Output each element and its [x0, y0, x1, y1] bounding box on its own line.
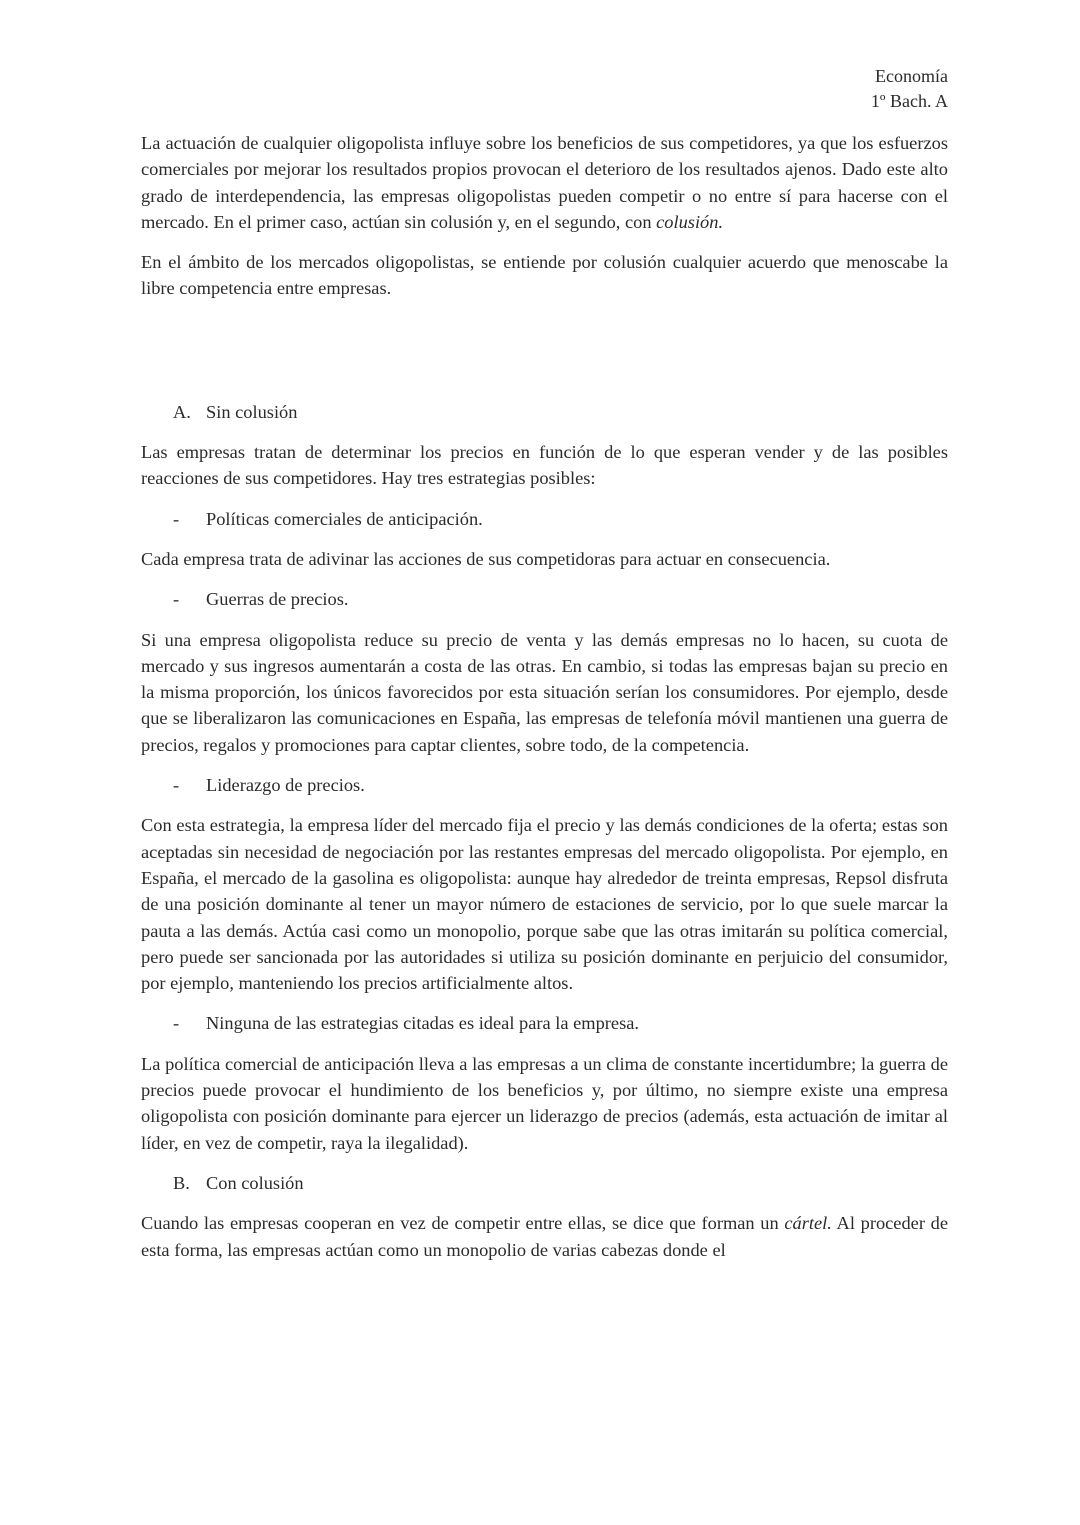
section-b-text-after: Al proceder de esta forma, las empresas actúan como un monopolio de varias cabezas donde el — [141, 1213, 948, 1260]
section-b-marker: B. — [173, 1172, 190, 1193]
page-header — [871, 64, 948, 114]
strategy-2-title: Guerras de precios. — [206, 589, 349, 610]
bullet-dash: - — [173, 589, 180, 610]
strategy-4-text: La política comercial de anticipación lleva a las empresas a un clima de constante incertidumbre; la guerra de precios puede provocar el hundimiento de los beneficios y, por último, no siempre existe una empresa oligopolista con posición dominante para ejercer un liderazgo de precios (además, esta actuación de imitar al líder, en vez de competir, raya la ilegalidad). — [141, 1053, 948, 1153]
strategy-1-item — [141, 506, 948, 532]
intro-p1-text: La actuación de cualquier oligopolista influye sobre los beneficios de sus competidores, ya que los esfuerzos comerciales por mejorar los resultados propios provocan el deterioro de los resultados ajenos. Dado este alto grado de interdependencia, las empresas oligopolistas pueden competir o no entre sí para hacerse con el mercado. En el primer caso, actúan sin colusión y, en el segundo, con — [141, 133, 948, 232]
header-course: 1º Bach. A — [870, 91, 948, 111]
bullet-dash: - — [173, 1013, 180, 1034]
strategy-3-text: Con esta estrategia, la empresa líder del mercado fija el precio y las demás condiciones de la oferta; estas son aceptadas sin necesidad de negociación por las restantes empresas del mercado oligopolista. Por ejemplo, en España, el mercado de la gasolina es oligopolista: aunque hay alrededor de treinta empresas, Repsol disfruta de una posición dominante al tener un mayor número de estaciones de servicio, por lo que suele marcar la pauta a las demás. Actúa casi como un monopolio, porque sabe que las otras imitarán su política comercial, pero puede ser sancionada por las autoridades si utiliza su posición dominante en perjuicio del consumidor, por ejemplo, manteniendo los precios artificialmente altos. — [141, 815, 948, 994]
section-b-text-before: Cuando las empresas cooperan en vez de competir entre ellas, se dice que forman un — [141, 1213, 785, 1234]
strategy-2-item — [141, 586, 948, 612]
strategy-1-text: Cada empresa trata de adivinar las acciones de sus competidoras para actuar en consecuencia. — [141, 548, 831, 569]
section-b-text — [141, 1210, 948, 1263]
strategy-3-item — [141, 772, 948, 798]
strategy-4-title: Ninguna de las estrategias citadas es ideal para la empresa. — [206, 1013, 640, 1034]
section-a-heading — [141, 399, 948, 425]
intro-paragraph-2: En el ámbito de los mercados oligopolistas, se entiende por colusión cualquier acuerdo que menoscabe la libre competencia entre empresas. — [141, 252, 948, 299]
header-subject: Economía — [875, 66, 948, 86]
document-body — [141, 130, 948, 1263]
intro-paragraph-1 — [141, 130, 948, 235]
bullet-dash: - — [173, 775, 180, 796]
section-a-marker: A. — [173, 401, 191, 422]
section-a-intro: Las empresas tratan de determinar los precios en función de lo que esperan vender y de las posibles reacciones de sus competidores. Hay tres estrategias posibles: — [141, 442, 948, 489]
strategy-2-text: Si una empresa oligopolista reduce su precio de venta y las demás empresas no lo hacen, su cuota de mercado y sus ingresos aumentarán a costa de las otras. En cambio, si todas las empresas bajan su precio en la misma proporción, los únicos favorecidos por esta situación serían los consumidores. Por ejemplo, desde que se liberalizaron las comunicaciones en España, las empresas de telefonía móvil mantienen una guerra de precios, regalos y promociones para captar clientes, sobre todo, de la competencia. — [141, 629, 948, 755]
section-a-title: Sin colusión — [206, 401, 298, 422]
strategy-4-item — [141, 1010, 948, 1036]
section-b-title: Con colusión — [206, 1172, 304, 1193]
strategy-3-title: Liderazgo de precios. — [206, 775, 365, 796]
bullet-dash: - — [173, 508, 180, 529]
strategy-1-title: Políticas comerciales de anticipación. — [206, 508, 483, 529]
section-b-term: cártel. — [784, 1213, 832, 1234]
intro-p1-term: colusión. — [656, 211, 724, 232]
section-b-heading — [141, 1170, 948, 1196]
